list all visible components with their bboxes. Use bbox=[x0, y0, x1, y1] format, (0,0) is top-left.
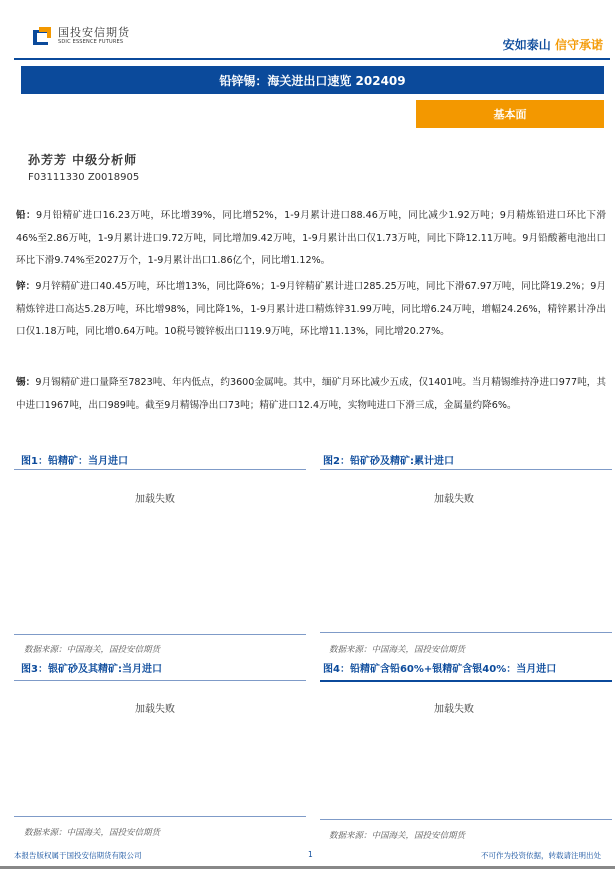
report-title: 铅锌锡：海关进出口速览 202409 bbox=[21, 66, 604, 94]
figure-2-title: 图2：铅矿砂及精矿:累计进口 bbox=[323, 456, 454, 467]
paragraph-text: 9月铅精矿进口16.23万吨，环比增39%，同比增52%，1-9月累计进口88.46万吨，同比减少1.92万吨；9月精炼铅进口环比下滑46%至2.86万吨，1-9月累计进口9.72万吨，同比增加9.42万吨，1-9月累计出口仅1.73万吨，同比下降12.11万吨。9月铅酸蓄电池出口环比下滑9.74%至2027万个，1-9月累计出口1.86亿个，同比增1.12%。 bbox=[16, 210, 606, 266]
paragraph-label: 锌： bbox=[16, 281, 36, 292]
figure-1-source: 数据来源：中国海关，国投安信期货 bbox=[24, 645, 161, 655]
company-logo bbox=[33, 27, 130, 45]
figure-3-bottom-rule bbox=[14, 816, 306, 817]
figure-3-title: 图3：银矿砂及其精矿:当月进口 bbox=[21, 664, 162, 675]
figure-1-title: 图1：铅精矿：当月进口 bbox=[21, 456, 128, 467]
figure-3-load-failed: 加载失败 bbox=[135, 704, 175, 715]
figure-2-bottom-rule bbox=[320, 632, 612, 633]
figure-2-source: 数据来源：中国海关，国投安信期货 bbox=[329, 645, 466, 655]
figure-4-source: 数据来源：中国海关，国投安信期货 bbox=[329, 831, 466, 841]
header-divider bbox=[14, 58, 610, 60]
footer-copyright: 本报告版权属于国投安信期货有限公司 bbox=[14, 851, 142, 860]
slogan-part1: 安如泰山 bbox=[502, 38, 551, 52]
paragraph-label: 锡： bbox=[16, 377, 36, 388]
author-name-title: 孙芳芳 中级分析师 bbox=[28, 153, 138, 167]
slogan bbox=[503, 36, 603, 53]
figure-1-load-failed: 加载失败 bbox=[135, 494, 175, 505]
author-license-ids: F03111330 Z0018905 bbox=[28, 172, 140, 183]
page-number: 1 bbox=[308, 850, 313, 859]
figure-4-load-failed: 加载失败 bbox=[434, 704, 474, 715]
paragraph-tin bbox=[16, 372, 606, 417]
figure-2-top-rule bbox=[320, 469, 612, 470]
category-tag: 基本面 bbox=[416, 100, 604, 128]
figure-3-source: 数据来源：中国海关，国投安信期货 bbox=[24, 828, 161, 838]
logo-chinese-name: 国投安信期货 bbox=[58, 26, 130, 39]
paragraph-text: 9月锡精矿进口量降至7823吨、年内低点，约3600金属吨。其中，缅矿月环比减少五成，仅1401吨。当月精锡维持净进口977吨，其中进口1967吨，出口989吨。截至9月精锡净出口73吨；精矿进口12.4万吨，实物吨进口下滑三成，金属量约降6%。 bbox=[16, 377, 607, 411]
figure-4-title: 图4：铅精矿含铅60%+银精矿含银40%：当月进口 bbox=[323, 664, 557, 675]
paragraph-lead bbox=[16, 205, 606, 273]
figure-3-top-rule bbox=[14, 680, 306, 681]
figure-2-load-failed: 加载失败 bbox=[434, 494, 474, 505]
footer-disclaimer: 不可作为投资依据，转载请注明出处 bbox=[481, 851, 601, 860]
figure-4-top-rule bbox=[320, 680, 612, 682]
paragraph-zinc bbox=[16, 276, 606, 344]
logo-mark-icon bbox=[33, 27, 51, 45]
logo-english-name: SDIC ESSENCE FUTURES bbox=[58, 39, 124, 45]
paragraph-label: 铅： bbox=[16, 210, 37, 221]
paragraph-text: 9月锌精矿进口40.45万吨，环比增13%，同比降6%；1-9月锌精矿累计进口285.25万吨，同比下滑67.97万吨，同比降19.2%；9月精炼锌进口高达5.28万吨，环比增98%，同比降1%，1-9月累计进口精炼锌31.99万吨，同比增6.24万吨，增幅24.26%，精锌累计净出口仅1.18万吨，同比增0.64万吨。10税号镀锌板出口119.9万吨，环比增11.13%，同比增20.27%。 bbox=[16, 281, 607, 337]
figure-1-bottom-rule bbox=[14, 634, 306, 635]
footer-divider bbox=[0, 866, 615, 869]
slogan-part2: 信守承诺 bbox=[554, 38, 603, 52]
figure-1-top-rule bbox=[14, 469, 306, 470]
figure-4-bottom-rule bbox=[320, 819, 612, 820]
